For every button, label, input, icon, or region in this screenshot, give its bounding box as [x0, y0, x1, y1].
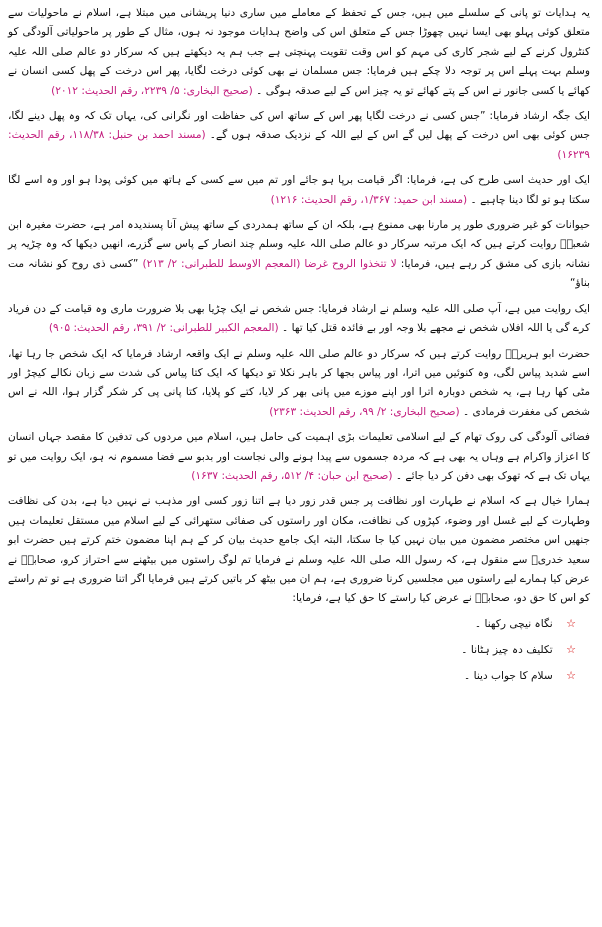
list-item — [8, 637, 576, 663]
paragraph-8 — [8, 492, 590, 608]
hadith-reference: (مسند ابن حمید: ۱/۳۶۷، رقم الحدیث: ۱۲۱۶) — [270, 193, 468, 206]
paragraph-4 — [8, 216, 590, 294]
list-item-text: سلام کا جواب دینا ۔ — [464, 669, 553, 682]
paragraph-text: ایک اور حدیث اسی طرح کی ہے، فرمایا: اگر قیامت برپا ہو جائے اور تم میں سے کسی کے ہاتھ میں کوئی پودا ہو اور وہ اسے لگا سکتا ہو تو لگا دینا چاہیے ۔ — [8, 174, 590, 206]
hadith-reference: (المعجم الکبیر للطبرانی: ۲/ ۳۹۱، رقم الحدیث: ۹۰۵) — [48, 322, 279, 335]
rights-of-the-road-list — [8, 611, 590, 689]
star-icon: ☆ — [566, 642, 576, 656]
paragraph-7 — [8, 428, 590, 486]
paragraph-text: حضرت ابو ہریرہؓ روایت کرتے ہیں کہ سرکار دو عالم صلی اللہ علیہ وسلم نے ایک واقعہ ارشاد فرمایا کہ ایک شخص جا رہا تھا، اسے شدید پیاس لگی، وہ کنوئیں میں اترا، اور پیاس بجھا کر باہر نکلا تو دیکھا کہ ایک کتا پیاس کی شدت سے زبان نکالے کیچڑ اور مٹی کھا رہا ہے، یہ شخص دوبارہ اترا اور اپنے موزے میں پانی بھر کر لایا، کتے کو پلایا، کتا پانی پی کر شکر گزار ہوا، اللہ نے اس شخص کی مغفرت فرمادی ۔ — [8, 347, 590, 418]
paragraph-text: فضائی آلودگی کی روک تھام کے لیے اسلامی تعلیمات بڑی اہمیت کی حامل ہیں، اسلام میں مردوں کی تدفین کا مقصد جہاں انسان کا اعزاز واکرام ہے وہاں یہ بھی ہے کہ مردہ جسموں سے پیدا ہونے والی نجاست اور بدبو سے فضا مسموم نہ ہو، ایک روایت میں تو یہاں تک ہے کہ تھوک بھی دفن کر دیا جائے ۔ — [8, 431, 590, 482]
list-item — [8, 611, 576, 637]
paragraph-text: ہمارا خیال ہے کہ اسلام نے طہارت اور نظافت پر جس قدر زور دیا ہے اتنا زور کسی اور مذہب نے نہیں دیا ہے، بدن کی نظافت وطہارت کے لیے غسل اور وضوء، کپڑوں کی نظافت، مکان اور راستوں کی صفائی ستھرائی کے لیے اسلام میں مستقل تعلیمات ہیں جنھیں اس مختصر مضمون میں بیان نہیں کیا جا سکتا، البتہ ایک جامع حدیث بیان کر کے ہم اپنا مضمون ختم کرتے ہیں حضرت ابو سعید خدریؓ سے منقول ہے، کہ رسول اللہ صلی اللہ علیہ وسلم نے فرمایا تم لوگ راستوں میں بیٹھنے سے احتراز کرو، صحابہؓ نے عرض کیا ہمارے لیے راستوں میں مجلسیں کرنا ضروری ہے، ہم ان میں بیٹھ کر باتیں کرتے ہیں فرمایا اگر اتنا ضروری ہے تو تم راستے کو اس کا حق دو، صحابہؓ نے عرض کیا راستے کا حق کیا ہے، فرمایا: — [8, 495, 590, 605]
paragraph-2 — [8, 107, 590, 165]
quote-translation: ”کسی ذی روح کو نشانہ مت بناؤ“ — [8, 257, 590, 290]
list-item-text: نگاہ نیچی رکھنا ۔ — [474, 617, 553, 630]
paragraph-5 — [8, 300, 590, 339]
paragraph-3 — [8, 171, 590, 210]
star-icon: ☆ — [566, 616, 576, 630]
hadith-reference: (صحیح البخاری: ۵/ ۲۲۳۹، رقم الحدیث: ۲۰۱۲) — [51, 84, 253, 97]
paragraph-text: ایک جگہ ارشاد فرمایا: ”جس کسی نے درخت لگایا پھر اس کے ساتھ اس کی حفاظت اور نگرانی کی، یہاں تک کہ وہ پھل دینے لگا، جس کوئی بھی اس درخت کے پھل لیں گے اس کے لیے اللہ کے نزدیک صدقہ ہوں گے۔ — [8, 110, 590, 142]
list-item — [8, 663, 576, 689]
arabic-quote: لا تتخذوا الروح غرضا — [304, 257, 397, 270]
paragraph-text: ایک روایت میں ہے، آپ صلی اللہ علیہ وسلم نے ارشاد فرمایا: جس شخص نے ایک چڑیا بھی بلا ضرورت ماری وہ قیامت کے دن فریاد کرے گی یا اللہ افلاں شخص نے مجھے بلا وجہ اور بے فائدہ قتل کیا تھا ۔ — [8, 302, 590, 335]
paragraph-text: حیوانات کو غیر ضروری طور پر مارنا بھی ممنوع ہے، بلکہ ان کے ساتھ ہمدردی کے ساتھ پیش آنا پسندیدہ امر ہے، حضرت مغیرہ ابن شعبہؓ روایت کرتے ہیں کہ ایک مرتبہ سرکار دو عالم صلی اللہ علیہ وسلم چند انصار کے پاس سے گزرے، انھیں دیکھا کہ وہ چڑیہ پر نشانہ بازی کی مشق کر رہے ہیں، فرمایا: — [8, 219, 591, 270]
hadith-reference: (المعجم الاوسط للطبرانی: ۲/ ۲۱۳) — [142, 257, 301, 270]
paragraph-text: یہ ہدایات تو پانی کے سلسلے میں ہیں، جس کے تحفظ کے معاملے میں ساری دنیا پریشانی میں مبتلا ہے، اسلام نے ماحولیات سے متعلق کوئی پہلو بھی ایسا نہیں چھوڑا جس کے متعلق اس کی واضح ہدایات موجود نہ ہوں، مثال کے طور پر ماحولیاتی آلودگی کو کنٹرول کرنے کے لیے شجر کاری کی مہم کو اس وقت تقویت پہنچتی ہے جب ہم یہ دیکھتے ہیں کہ سرکار دو عالم صلی اللہ علیہ وسلم بہت پہلے اس پر توجہ دلا چکے ہیں فرمایا: جس مسلمان نے بھی کوئی درخت لگایا، پھر اس درخت کے پھل کسی انسان نے کھائے یا کسی جانور نے اس کے پتے کھائے تو یہ چیز اس کے لیے صدقہ ہوگی ۔ — [8, 7, 590, 97]
paragraph-1 — [8, 4, 590, 101]
hadith-reference: (صحیح البخاری: ۲/ ۹۹، رقم الحدیث: ۲۳۶۳) — [269, 405, 460, 418]
paragraph-6 — [8, 345, 590, 423]
star-icon: ☆ — [566, 668, 576, 682]
list-item-text: تکلیف دہ چیز ہٹانا ۔ — [461, 643, 553, 656]
hadith-reference: (مسند احمد بن حنبل: ۱۱۸/۳۸، رقم الحدیث: ۱۶۲۳۹) — [8, 129, 590, 161]
hadith-reference: (صحیح ابن حبان: ۴/ ۵۱۲، رقم الحدیث: ۱۶۳۷) — [191, 469, 393, 482]
